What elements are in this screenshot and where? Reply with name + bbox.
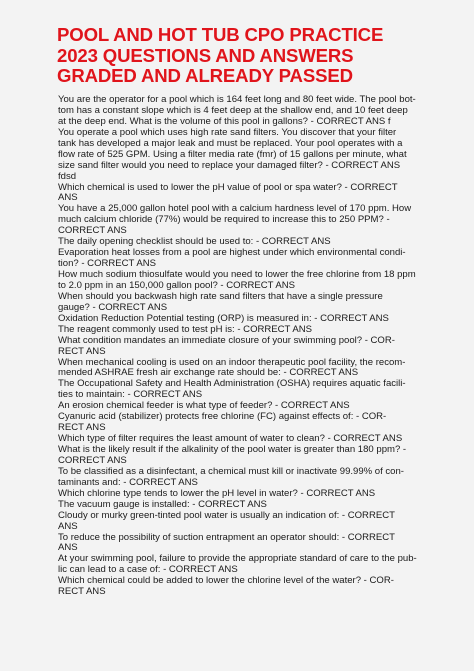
body-text-line: mended ASHRAE fresh air exchange rate should be: - CORRECT ANS — [58, 368, 359, 379]
body-text-line: to 2.0 ppm in an 150,000 gallon pool? - CORRECT ANS — [58, 280, 296, 291]
body-text-line: flow rate of 525 GPM. Using a filter media rate (fmr) of 15 gallons per minute, what — [58, 149, 407, 160]
body-text-line: size sand filter would you need to replace your damaged filter? - CORRECT ANS — [58, 160, 401, 171]
body-text-line: tank has developed a major leak and must be replaced. Your pool operates with a — [58, 138, 403, 149]
body-text-line: To be classified as a disinfectant, a chemical must kill or inactivate 99.99% of con- — [58, 466, 404, 477]
body-text-line: lic can lead to a case of: - CORRECT ANS — [58, 565, 238, 576]
body-text-line: RECT ANS — [58, 587, 106, 598]
body-text-line: tom has a constant slope which is 4 feet deep at the shallow end, and 10 feet deep — [58, 105, 408, 116]
title-line: GRADED AND ALREADY PASSED — [57, 65, 353, 86]
body-text-line: ANS — [58, 193, 78, 204]
body-text-line: Oxidation Reduction Potential testing (ORP) is measured in: - CORRECT ANS — [58, 313, 389, 324]
body-text-line: What condition mandates an immediate closure of your swimming pool? - COR- — [58, 335, 395, 346]
body-text-line: much calcium chloride (77%) would be required to increase this to 250 PPM? - — [58, 215, 390, 226]
body-text-line: ANS — [58, 521, 78, 532]
body-text-line: You have a 25,000 gallon hotel pool with a calcium hardness level of 170 ppm. How — [58, 204, 412, 215]
body-text-line: at the deep end. What is the volume of this pool in gallons? - CORRECT ANS f — [58, 116, 391, 127]
body-text-line: gauge? - CORRECT ANS — [58, 302, 168, 313]
body-text-line: Evaporation heat losses from a pool are highest under which environmental condi- — [58, 248, 406, 259]
body-text-line: RECT ANS — [58, 346, 106, 357]
body-text-line: Which chemical could be added to lower the chlorine level of the water? - COR- — [58, 576, 394, 587]
document-title — [57, 25, 427, 87]
body-text-line: ANS — [58, 543, 78, 554]
body-text-line: What is the likely result if the alkalinity of the pool water is greater than 180 ppm? - — [58, 445, 407, 455]
body-text-line: Cyanuric acid (stabilizer) protects free chlorine (FC) against effects of: - COR- — [58, 412, 387, 423]
body-text-line: The daily opening checklist should be used to: - CORRECT ANS — [58, 237, 331, 248]
body-text-line: How much sodium thiosulfate would you need to lower the free chlorine from 18 ppm — [58, 270, 416, 280]
body-text-line: ties to maintain: - CORRECT ANS — [58, 390, 203, 401]
body-text-line: The Occupational Safety and Health Administration (OSHA) requires aquatic facili- — [58, 379, 406, 390]
body-text-line: The vacuum gauge is installed: - CORRECT ANS — [58, 499, 267, 510]
body-text-line: Cloudy or murky green-tinted pool water is usually an indication of: - CORRECT — [58, 510, 395, 521]
body-text-line: CORRECT ANS — [58, 226, 127, 237]
body-text-line: RECT ANS — [58, 423, 106, 434]
body-text-line: Which type of filter requires the least amount of water to clean? - CORRECT ANS — [58, 434, 403, 445]
body-text-line: CORRECT ANS — [58, 455, 127, 466]
body-text-line: Which chlorine type tends to lower the pH level in water? - CORRECT ANS — [58, 488, 376, 499]
body-text-line: fdsd — [58, 171, 77, 182]
body-text-line: tion? - CORRECT ANS — [58, 259, 156, 270]
title-line: 2023 QUESTIONS AND ANSWERS — [57, 44, 354, 66]
body-text-line: When mechanical cooling is used on an indoor therapeutic pool facility, the recom- — [58, 357, 406, 368]
title-line: POOL AND HOT TUB CPO PRACTICE — [57, 24, 384, 45]
body-text-line: An erosion chemical feeder is what type of feeder? - CORRECT ANS — [58, 401, 350, 412]
body-text-line: The reagent commonly used to test pH is: - CORRECT ANS — [58, 324, 312, 335]
body-text-line: You are the operator for a pool which is 164 feet long and 80 feet wide. The pool bot- — [58, 95, 416, 105]
body-text-line: When should you backwash high rate sand filters that have a single pressure — [58, 291, 383, 302]
body-text-line: taminants and: - CORRECT ANS — [58, 477, 198, 488]
body-text-line: You operate a pool which uses high rate sand filters. You discover that your filter — [58, 127, 397, 138]
body-text-line: At your swimming pool, failure to provide the appropriate standard of care to the pub- — [58, 554, 417, 565]
body-text-line: Which chemical is used to lower the pH value of pool or spa water? - CORRECT — [58, 182, 398, 193]
document-body — [58, 95, 430, 598]
body-text-line: To reduce the possibility of suction entrapment an operator should: - CORRECT — [58, 532, 395, 543]
